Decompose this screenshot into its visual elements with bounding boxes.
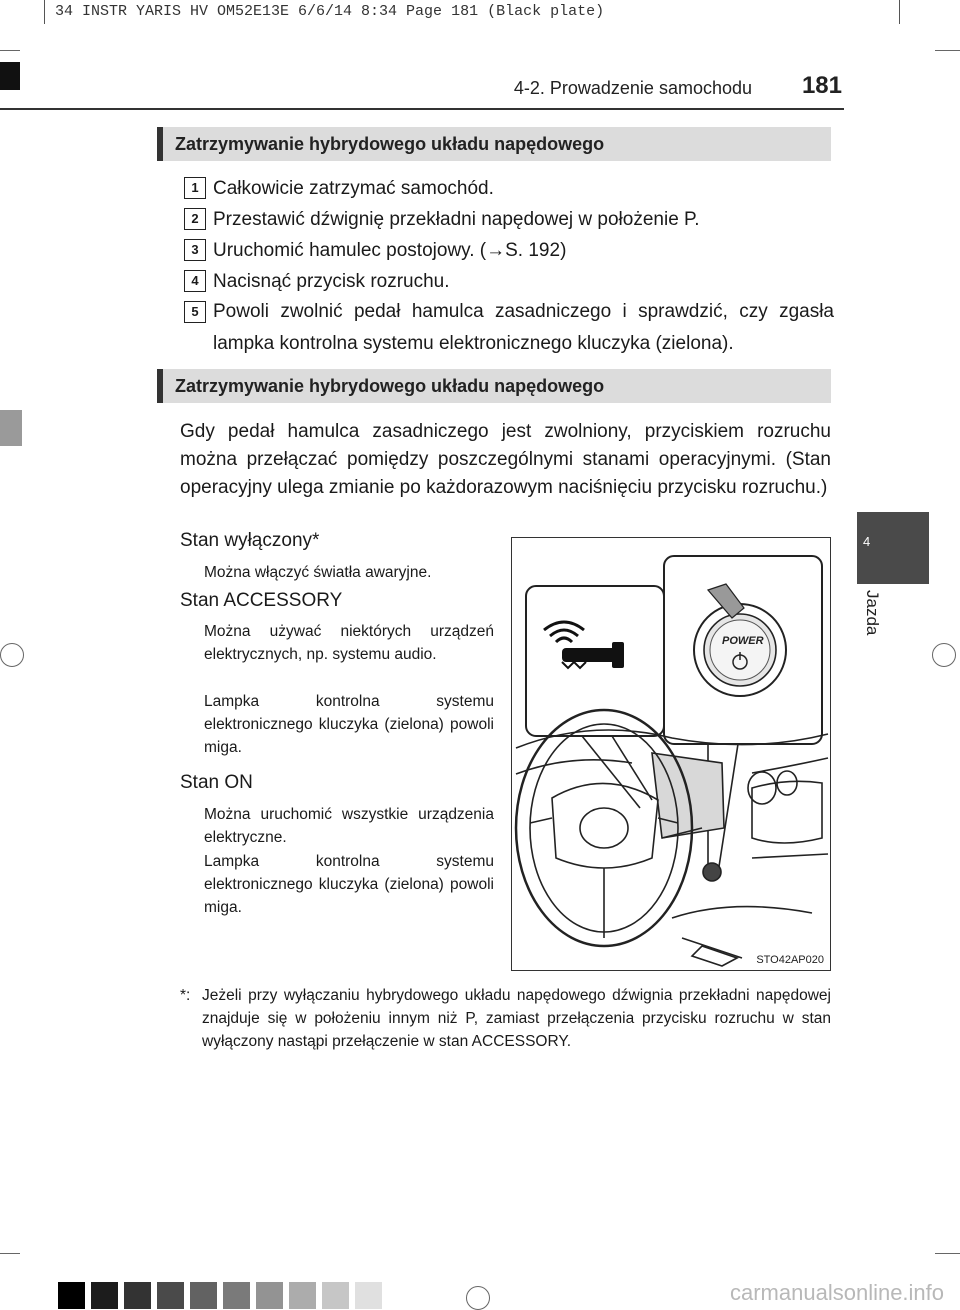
color-swatch bbox=[223, 1282, 250, 1309]
registration-circle bbox=[466, 1286, 490, 1310]
crop-mark bbox=[0, 1253, 20, 1254]
color-swatch bbox=[256, 1282, 283, 1309]
chapter-label: Jazda bbox=[863, 590, 882, 636]
state-desc: Można włączyć światła awaryjne. bbox=[204, 564, 432, 581]
state-desc: Lampka kontrolna systemu elektronicznego kluczyka (zielona) powoli miga. bbox=[204, 693, 494, 756]
footnote-mark: *: bbox=[180, 987, 191, 1004]
running-header-section: 4-2. Prowadzenie samochodu bbox=[513, 78, 752, 98]
chapter-tab bbox=[857, 512, 929, 584]
page-number: 181 bbox=[801, 72, 842, 99]
state-desc: Lampka kontrolna systemu elektronicznego kluczyka (zielona) powoli miga. bbox=[204, 853, 494, 916]
registration-circle bbox=[932, 643, 956, 667]
color-swatch bbox=[322, 1282, 349, 1309]
color-swatch bbox=[58, 1282, 85, 1309]
dashboard-illustration bbox=[511, 537, 831, 971]
state-title-on: Stan ON bbox=[180, 772, 253, 793]
intro-paragraph: Gdy pedał hamulca zasadniczego jest zwolniony, przyciskiem rozruchu można przełączać pomiędzy poszczególnymi stanami operacyjnymi. (Stan operacyjny ulega zmianie po każdorazowym naciśnięciu przycisku rozruchu.) bbox=[180, 421, 831, 498]
footnote-text: Jeżeli przy wyłączaniu hybrydowego układu napędowego dźwignia przekładni napędowej znajduje się w położeniu innym niż P, zamiast przełączenia przycisku rozruchu w stan wyłączony nastąpi przełączenie w stan ACCESSORY. bbox=[202, 987, 831, 1050]
header-rule bbox=[0, 108, 844, 110]
state-title-off: Stan wyłączony* bbox=[180, 530, 320, 551]
watermark: carmanualsonline.info bbox=[730, 1280, 945, 1305]
chapter-number: 4 bbox=[863, 534, 871, 549]
color-swatch bbox=[91, 1282, 118, 1309]
print-slug: 34 INSTR YARIS HV OM52E13E 6/6/14 8:34 Page 181 (Black plate) bbox=[44, 0, 900, 24]
color-swatch bbox=[157, 1282, 184, 1309]
power-label: POWER bbox=[722, 635, 764, 647]
state-desc: Można uruchomić wszystkie urządzenia elektryczne. bbox=[204, 806, 494, 846]
color-swatch bbox=[190, 1282, 217, 1309]
state-title-accessory: Stan ACCESSORY bbox=[180, 590, 343, 611]
color-swatch bbox=[289, 1282, 316, 1309]
crop-mark bbox=[935, 50, 960, 51]
color-swatch bbox=[355, 1282, 382, 1309]
crop-mark bbox=[935, 1253, 960, 1254]
footnote bbox=[180, 984, 831, 1053]
section-heading: Zatrzymywanie hybrydowego układu napędowego bbox=[157, 369, 831, 403]
registration-block bbox=[0, 62, 20, 90]
step-item: 5 Powoli zwolnić pedał hamulca zasadniczego i sprawdzić, czy zgasła lampka kontrolna systemu elektronicznego kluczyka (zielona). bbox=[184, 296, 834, 360]
illustration-code: STO42AP020 bbox=[756, 954, 824, 966]
registration-circle bbox=[0, 643, 24, 667]
section-heading: Zatrzymywanie hybrydowego układu napędowego bbox=[157, 127, 831, 161]
color-swatch bbox=[124, 1282, 151, 1309]
side-gray-marker bbox=[0, 410, 22, 446]
crop-mark bbox=[0, 50, 20, 51]
steering-wheel-drawing bbox=[512, 538, 830, 970]
state-desc: Można używać niektórych urządzeń elektrycznych, np. systemu audio. bbox=[204, 623, 494, 663]
